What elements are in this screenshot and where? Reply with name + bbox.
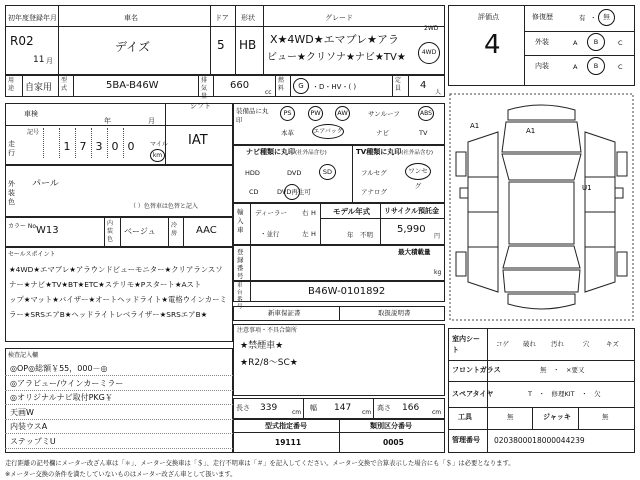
inspection-year: 年 [104,117,111,125]
caution-line-1: ★禁煙車★ [240,341,284,351]
ext-grade-b: B [593,38,599,46]
reg-number-label: 登録番号 [237,248,244,280]
seat-item: 穴 [583,340,590,348]
equip-airbag: エアバック [313,128,343,135]
height-label: 高さ [377,404,391,412]
seat-label: 室内シート [452,335,480,354]
inspection-month: 月 [148,117,155,125]
inspector-line: 内装ウスA [10,422,48,431]
navi-title: ナビ種類に丸印(社外品含む) [246,148,327,156]
footer-note-1: 走行距離の記号欄にメーター改ざん車は「＊」、メーター交換車は「＄」、走行不明車は「＃」を記入してください。メーター交換で合算表示した場合にも「＄」は必要となります。 [5,460,515,467]
width-label: 幅 [310,404,317,412]
equip-ps: PS [283,109,292,117]
exterior-block [5,165,233,217]
capacity-label: 定員 [395,77,402,92]
interior-label: 内装色 [107,220,114,243]
doors: 5 [217,38,225,52]
front-glass-label: フロントガラス [452,366,501,374]
odometer-digit: 3 [95,140,103,153]
tv-oneseg: ワンセグ [408,167,428,190]
spare: T ・ 修理KIT ・ 欠 [528,390,601,398]
navi-cd: CD [249,188,259,196]
odometer-digit: 0 [111,140,119,153]
ext-grade-c: C [618,39,623,47]
frame-number: B46W-0101892 [308,286,386,297]
car-diagram [448,92,635,322]
model-year: 年 不明 [347,231,373,239]
recycle-yen: 円 [434,233,441,240]
jack: 無 [602,413,609,421]
caution-line-2: ★R2/8～SC★ [240,358,298,368]
score: 4 [484,30,501,60]
load-kg: kg [434,269,442,276]
int-grade-b: B [593,62,599,70]
inspector-rule [5,433,233,434]
row-use [5,75,445,97]
use-label: 用途 [8,77,15,92]
model-year-label: モデル年式 [333,207,371,216]
car-name: デイズ [115,40,151,54]
width-cm: cm [362,409,372,416]
ext-label: 外装 [535,38,549,46]
height: 166 [402,403,420,413]
capacity: 4 [420,80,427,91]
equip-leather: 本革 [281,129,294,137]
odometer-divider [75,128,76,158]
distance-label: 走行 [8,140,15,157]
ext-grade-a: A [573,39,578,47]
digits-label: 記号 [27,129,40,136]
import-h-left: H [311,230,316,238]
odometer-digit: 7 [79,140,87,153]
shift: IAT [188,133,208,148]
equip-pw-circle [308,106,323,121]
capacity-unit: 人 [435,89,442,96]
warranty: 新車保証書 [268,309,301,317]
class-no-label: 類別区分番号 [370,422,412,430]
int-label: 内装 [535,62,549,70]
exterior-color: パール [32,179,59,189]
damage-mark-a1-side: A1 [470,122,480,130]
inspector-rule [5,390,233,391]
int-grade-a: A [573,63,578,71]
odometer-divider [59,128,60,158]
damage-mark-a1-front: A1 [526,127,536,135]
equip-aw-circle [335,106,350,121]
frame-label: 車台番号 [237,283,243,310]
shift-label: シフト [190,102,211,110]
class-no: 0005 [383,438,404,447]
ac-label: 冷房 [171,222,178,237]
equip-ps-circle [280,106,295,121]
inspector-line: ◎オリジナルナビ取付PKG￥ [10,393,113,402]
import-label: 輸入車 [237,208,244,234]
ac: AAC [196,225,217,236]
grade-label: グレード [325,14,353,22]
selling-points-label: セールスポイント [8,251,56,258]
import-right: 右 [302,209,309,217]
model: 5BA-B46W [106,80,159,91]
odometer-divider [91,128,92,158]
inspector-label: 検査記入欄 [8,352,39,359]
odometer-divider [123,128,124,158]
drive-2wd: 2WD [424,25,439,32]
repair-sep: ・ [590,14,597,22]
equip-tv: TV [419,129,428,137]
grade-line-2: ビュー★クリソナ★ナビ★TV★ [267,52,406,63]
length: 339 [260,403,278,413]
inspector-line: ステップミU [10,436,56,446]
drive-4wd: 4WD [421,49,437,56]
seat-item: キズ [606,340,619,348]
fuel-g: G [298,82,304,90]
doors-label: ドア [215,14,229,22]
repair-no-circle [598,9,615,26]
seat-item: コゲ [496,340,509,348]
int-grade-b-circle [587,57,605,75]
unit-km-circle [150,149,165,162]
month-unit: 月 [46,57,53,65]
equip-navi: ナビ [376,129,389,137]
navi-dvd-play: DVD再生可 [277,188,311,196]
tv-analog: アナログ [361,188,387,196]
exterior-label: 外装色 [8,180,15,206]
fuel-other: ・D・HV・( ) [312,83,357,91]
navi-hdd: HDD [245,169,260,177]
model-label: 型式 [61,77,68,92]
body-type: HB [239,38,257,52]
inspector-rule [5,375,233,376]
tv-oneseg-circle [405,163,431,190]
caution-label: 注意事項・不具合箇所 [237,327,298,334]
tv-fullseg: フルセグ [361,169,387,177]
selling-point-line: ナー★ナビ★TV★BT★ETC★ステリモ★Pスタート★Aスト [9,280,202,289]
color-code-label: カラー No. [8,223,38,230]
cc-unit: cc [265,89,272,96]
first-reg-label: 初年度登録年月 [8,14,57,22]
int-grade-c: C [618,63,623,71]
odometer-digit: 1 [63,140,71,153]
fuel-g-circle [293,78,309,94]
equip-sunroof: サンルーフ [368,110,400,118]
equip-aw: AW [337,109,348,117]
inspector-line: ◎アラビュー/ウインカーミラー [10,378,124,388]
first-reg-month: 11 [33,55,45,65]
type-no-label: 型式指定番号 [265,422,307,430]
recycle-label: リサイクル預託金 [384,207,440,215]
manual: 取扱説明書 [378,309,411,317]
equipment-label: 装備品に丸印 [236,107,269,124]
tools: 無 [507,413,514,421]
jack-label: ジャッキ [543,413,571,421]
use: 自家用 [25,83,53,93]
selling-point-line: ★4WD★エマブレ★アラウンドビューモニター★クリアランスソ [9,265,223,274]
odometer-divider [43,128,44,158]
recycle-fee: 5,990 [397,224,426,235]
seat-item: 汚れ [551,340,564,348]
drive-4wd-circle [418,42,440,64]
inspector-line: 天画W [10,407,34,417]
import-parallel: ・並行 [260,230,280,238]
tv-title: TV種類に丸印(社外品含む) [356,148,433,156]
selling-point-line: ラー★SRSエアB★ヘッドライトレベライザー★SRSエアB★ [9,310,208,319]
navi-dvd: DVD [287,169,302,177]
repair-yes: 有 [579,14,586,22]
ext-grade-b-circle [587,33,605,51]
navi-dvd-play-circle [284,184,300,200]
import-dealer: ディーラー [255,209,287,217]
seat-item: 破れ [523,340,536,348]
inspector-rule [5,404,233,405]
score-label: 評価点 [478,13,499,21]
exterior-note: （ ）色替車は色替と記入 [130,203,198,210]
odometer-divider [107,128,108,158]
inspector-rule [5,448,233,449]
import-h-right: H [311,209,316,217]
type-no: 19111 [275,438,302,447]
repair-label: 修復歴 [532,13,553,21]
equip-abs-circle [418,106,434,121]
first-reg-era: R02 [10,34,34,48]
mgmt-label: 管理番号 [452,436,480,444]
length-cm: cm [292,409,302,416]
car-name-label: 車名 [124,14,138,22]
selling-point-line: ップ★マット★バイザー★オートヘッドライト★電格ウインカーミ [9,295,227,304]
footer-note-2: ※メーター交換の条件を満たしていないものはメーター改ざん車として扱います。 [5,471,237,478]
unit-mile: マイル [150,141,168,148]
equip-pw: PW [310,109,321,117]
equip-airbag-circle [312,124,344,139]
damage-mark-u1: U1 [582,184,592,192]
front-glass: 無 ・ ×要又 [540,366,585,374]
length-label: 長さ [236,404,250,412]
tools-label: 工具 [458,413,472,421]
import-left: 左 [302,230,309,238]
equip-abs: ABS [420,110,432,117]
inspector-rule [5,419,233,420]
grade-line-1: X★4WD★エマブレ★アラ [270,33,400,46]
interior-color: ベージュ [124,227,156,236]
unit-km: km [152,152,163,159]
color-code: W13 [36,225,59,236]
displacement: 660 [230,80,250,91]
navi-sd: SD [322,168,333,176]
repair-no: 無 [603,13,610,21]
navi-sd-circle [319,164,336,180]
height-cm: cm [432,409,442,416]
disp-label: 排気量 [201,77,208,100]
width: 147 [334,403,352,413]
load-label: 最大積載量 [398,248,431,256]
inspector-line: ◎OP◎総額￥55，000－◎ [10,364,108,373]
fuel-label: 燃料 [278,77,285,92]
odometer-digit: 0 [127,140,135,153]
body-label: 形状 [241,14,255,22]
inspection-label: 車検 [24,110,38,118]
spare-label: スペアタイヤ [452,390,494,398]
mgmt-number: 0203800018000044239 [494,436,585,445]
